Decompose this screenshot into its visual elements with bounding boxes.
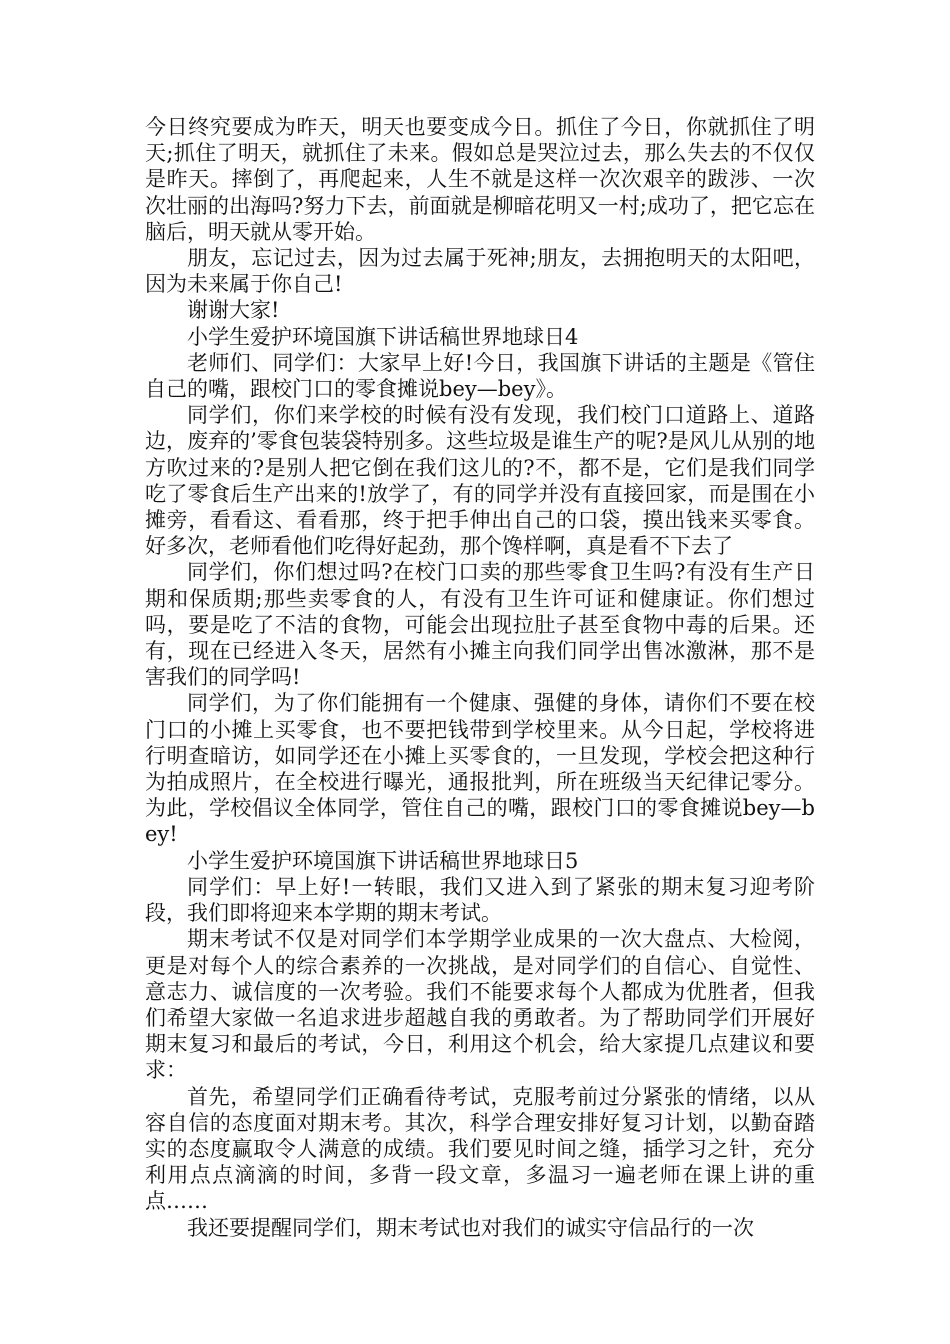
paragraph-thanks: 谢谢大家! <box>187 298 280 323</box>
section-heading-5: 小学生爱护环境国旗下讲话稿世界地球日5 <box>187 848 579 873</box>
document-page <box>145 114 815 1241</box>
paragraph-body: 首先，希望同学们正确看待考试，克服考前过分紧张的情绪，以从容自信的态度面对期末考。其次，科学合理安排好复习计划，以勤奋踏实的态度赢取令人满意的成绩。我们要见时间之缝，插学习之针，充分利用点点滴滴的时间，多背一段文章，多温习一遍老师在课上讲的重点…… <box>145 1084 815 1214</box>
paragraph-body: 朋友，忘记过去，因为过去属于死神;朋友，去拥抱明天的太阳吧，因为未来属于你自己! <box>145 246 815 297</box>
paragraph-body: 同学们，为了你们能拥有一个健康、强健的身体，请你们不要在校门口的小摊上买零食，也不要把钱带到学校里来。从今日起，学校将进行明查暗访，如同学还在小摊上买零食的，一旦发现，学校会把这种行为拍成照片，在全校进行曝光，通报批判，所在班级当天纪律记零分。为此，学校倡议全体同学，管住自己的嘴，跟校门口的零食摊说bey—bey! <box>145 691 815 847</box>
paragraph-body: 同学们，你们想过吗?在校门口卖的那些零食卫生吗?有没有生产日期和保质期;那些卖零食的人，有没有卫生许可证和健康证。你们想过吗，要是吃了不洁的食物，可能会出现拉肚子甚至食物中毒的后果。还有，现在已经进入冬天，居然有小摊主向我们同学出售冰激淋，那不是害我们的同学吗! <box>145 560 815 690</box>
paragraph-continuation: 今日终究要成为昨天，明天也要变成今日。抓住了今日，你就抓住了明天;抓住了明天，就抓住了未来。假如总是哭泣过去，那么失去的不仅仅是昨天。摔倒了，再爬起来，人生不就是这样一次次艰辛的跋涉、一次次壮丽的出海吗?努力下去，前面就是柳暗花明又一村;成功了，把它忘在脑后，明天就从零开始。 <box>145 115 815 244</box>
paragraph-body: 我还要提醒同学们，期末考试也对我们的诚实守信品行的一次 <box>187 1215 754 1240</box>
paragraph-body: 同学们：早上好!一转眼，我们又进入到了紧张的期末复习迎考阶段，我们即将迎来本学期的期末考试。 <box>145 874 815 926</box>
section-heading-4: 小学生爱护环境国旗下讲话稿世界地球日4 <box>187 324 579 349</box>
paragraph-body: 期末考试不仅是对同学们本学期学业成果的一次大盘点、大检阅，更是对每个人的综合素养的一次挑战，是对同学们的自信心、自觉性、意志力、诚信度的一次考验。我们不能要求每个人都成为优胜者，但我们希望大家做一名追求进步超越自我的勇敢者。为了帮助同学们开展好期末复习和最后的考试，今日，利用这个机会，给大家提几点建议和要求： <box>145 927 815 1083</box>
paragraph-body: 老师们、同学们：大家早上好!今日，我国旗下讲话的主题是《管住自己的嘴，跟校门口的零食摊说bey—bey》。 <box>145 350 815 402</box>
paragraph-body: 同学们，你们来学校的时候有没有发现，我们校门口道路上、道路边，废弃的’零食包装袋特别多。这些垃圾是谁生产的呢?是风儿从别的地方吹过来的?是别人把它倒在我们这儿的?不，都不是，它们是我们同学吃了零食后生产出来的!放学了，有的同学并没有直接回家，而是围在小摊旁，看看这、看看那，终于把手伸出自己的口袋，摸出钱来买零食。好多次，老师看他们吃得好起劲，那个馋样啊，真是看不下去了 <box>145 403 815 559</box>
